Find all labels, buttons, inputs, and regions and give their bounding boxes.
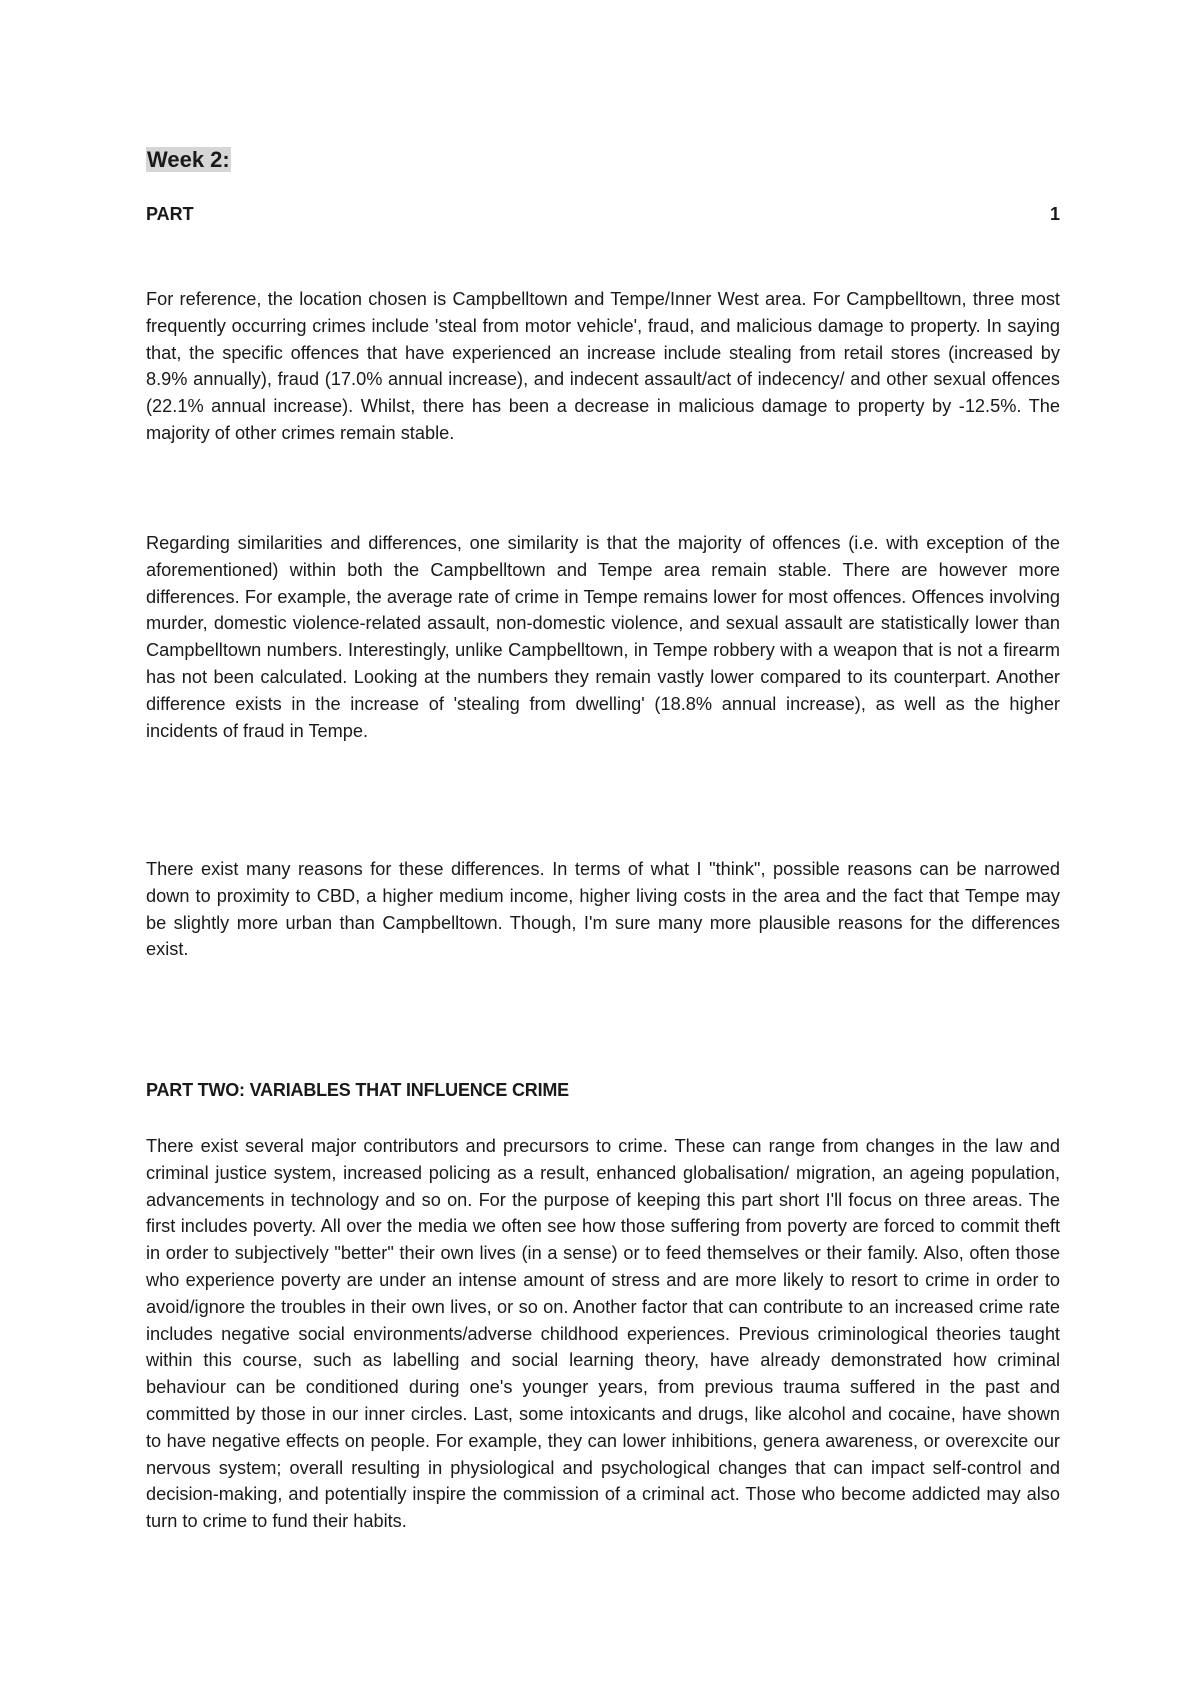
part-one-heading	[146, 202, 1060, 226]
part-two-heading: PART TWO: VARIABLES THAT INFLUENCE CRIME	[146, 1080, 569, 1100]
paragraph-reasons: There exist many reasons for these differences. In terms of what I "think", possible reasons can be narrowed down to proximity to CBD, a higher medium income, higher living costs in the area and the fact that Tempe may be slightly more urban than Campbelltown. Though, I'm sure many more plausible reasons for the differences exist.	[146, 859, 1060, 960]
part-one-number: 1	[1049, 204, 1060, 224]
week-heading	[146, 145, 231, 175]
paragraph-location-overview: For reference, the location chosen is Campbelltown and Tempe/Inner West area. For Campbelltown, three most frequently occurring crimes include 'steal from motor vehicle', fraud, and malicious damage to property. In saying that, the specific offences that have experienced an increase include stealing from retail stores (increased by 8.9% annually), fraud (17.0% annual increase), and indecent assault/act of indecency/ and other sexual offences (22.1% annual increase). Whilst, there has been a decrease in malicious damage to property by -12.5%. The majority of other crimes remain stable.	[146, 289, 1060, 443]
paragraph-similarities-differences: Regarding similarities and differences, one similarity is that the majority of offences (i.e. with exception of the aforementioned) within both the Campbelltown and Tempe area remain stable. There are however more differences. For example, the average rate of crime in Tempe remains lower for most offences. Offences involving murder, domestic violence-related assault, non-domestic violence, and sexual assault are statistically lower than Campbelltown numbers. Interestingly, unlike Campbelltown, in Tempe robbery with a weapon that is not a firearm has not been calculated. Looking at the numbers they remain vastly lower compared to its counterpart. Another difference exists in the increase of 'stealing from dwelling' (18.8% annual increase), as well as the higher incidents of fraud in Tempe.	[146, 533, 1060, 741]
week-heading-text: Week 2:	[147, 147, 230, 172]
part-one-label: PART	[146, 204, 194, 224]
paragraph-variables-influence-crime: There exist several major contributors and precursors to crime. These can range from changes in the law and criminal justice system, increased policing as a result, enhanced globalisation/ migration, an ageing population, advancements in technology and so on. For the purpose of keeping this part short I'll focus on three areas. The first includes poverty. All over the media we often see how those suffering from poverty are forced to commit theft in order to subjectively "better" their own lives (in a sense) or to feed themselves or their family. Also, often those who experience poverty are under an intense amount of stress and are more likely to resort to crime in order to avoid/ignore the troubles in their own lives, or so on. Another factor that can contribute to an increased crime rate includes negative social environments/adverse childhood experiences. Previous criminological theories taught within this course, such as labelling and social learning theory, have already demonstrated how criminal behaviour can be conditioned during one's younger years, from previous trauma suffered in the past and committed by those in our inner circles. Last, some intoxicants and drugs, like alcohol and cocaine, have shown to have negative effects on people. For example, they can lower inhibitions, genera awareness, or overexcite our nervous system; overall resulting in physiological and psychological changes that can impact self-control and decision-making, and potentially inspire the commission of a criminal act. Those who become addicted may also turn to crime to fund their habits.	[146, 1136, 1060, 1532]
